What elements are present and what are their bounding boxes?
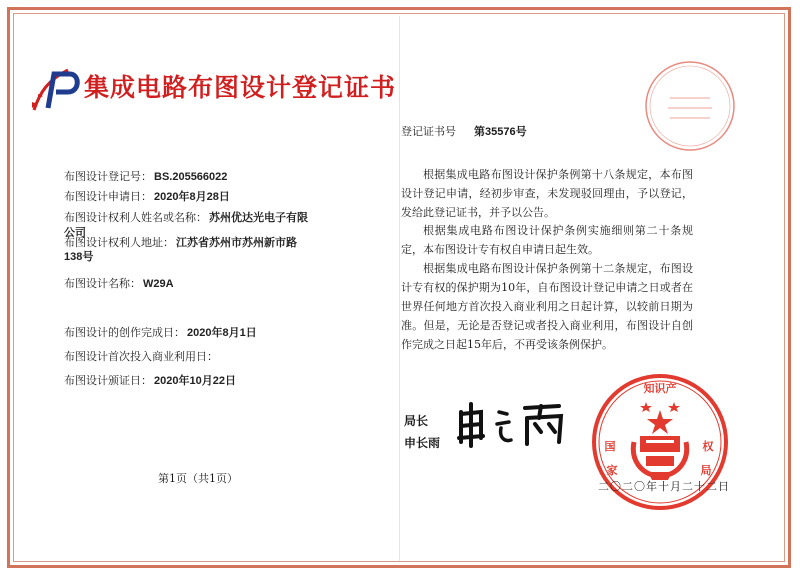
field-value: 苏州优达光电子有限 bbox=[209, 212, 308, 224]
field-value: 2020年8月28日 bbox=[154, 191, 230, 203]
svg-text:局: 局 bbox=[700, 464, 712, 477]
page-number: 第1页（共1页） bbox=[158, 472, 238, 485]
field-design-name bbox=[64, 275, 174, 291]
issue-date-chinese: 二〇二〇年十月二十二日 bbox=[598, 480, 730, 493]
svg-text:家: 家 bbox=[606, 464, 618, 477]
field-value: 公司 bbox=[64, 227, 86, 239]
handwritten-signature-icon bbox=[455, 398, 570, 450]
field-owner-name bbox=[64, 209, 308, 225]
field-label: 布图设计首次投入商业利用日： bbox=[64, 350, 218, 363]
field-label: 布图设计申请日： bbox=[64, 190, 152, 203]
field-value: BS.205566022 bbox=[154, 171, 228, 183]
field-owner-address-cont bbox=[64, 248, 93, 264]
paragraph-protection: 根据集成电路布图设计保护条例第十二条规定，布图设计专有权的保护期为10年，自布图设计登记申请之日或者在世界任何地方首次投入商业利用之日起计算，以较前日期为准。但是，无论是否登记或者投入商业利用，布图设计自创作完成之日起15年后，不再受该条例保护。 bbox=[401, 262, 693, 351]
field-label: 布图设计登记号： bbox=[64, 170, 152, 183]
field-value: W29A bbox=[143, 278, 174, 290]
page-fold-divider bbox=[399, 16, 400, 561]
field-value: 江苏省苏州市苏州新市路 bbox=[176, 237, 297, 249]
field-application-date bbox=[64, 188, 230, 204]
field-value: 138号 bbox=[64, 251, 94, 263]
ip-logo-icon bbox=[28, 62, 82, 116]
certificate-title: 集成电路布图设计登记证书 bbox=[84, 73, 397, 102]
field-issue-date bbox=[64, 372, 236, 388]
field-registration-number bbox=[64, 168, 227, 184]
director-title: 局长 bbox=[404, 414, 429, 428]
field-label: 布图设计权利人地址： bbox=[64, 236, 174, 249]
svg-text:权: 权 bbox=[702, 440, 714, 453]
field-label: 布图设计的创作完成日： bbox=[64, 326, 185, 339]
svg-text:知识产: 知识产 bbox=[643, 382, 677, 395]
director-name: 申长雨 bbox=[404, 436, 441, 450]
field-creation-date bbox=[64, 324, 257, 340]
svg-text:国: 国 bbox=[604, 440, 616, 453]
registration-number-line bbox=[401, 123, 527, 139]
paragraph-effective: 根据集成电路布图设计保护条例实施细则第二十条规定，本布图设计专有权自申请日起生效。 bbox=[401, 224, 693, 256]
field-label: 布图设计颁证日： bbox=[64, 374, 152, 387]
field-value: 2020年10月22日 bbox=[154, 375, 236, 387]
field-value: 2020年8月1日 bbox=[187, 327, 257, 339]
field-first-commercial-use-date bbox=[64, 348, 220, 364]
field-owner-address bbox=[64, 234, 297, 250]
paragraph-registration: 根据集成电路布图设计保护条例第十八条规定，本布图设计登记申请，经初步审查，未发现驳回理由，予以登记，发给此登记证书，并予以公告。 bbox=[401, 168, 693, 219]
field-label: 布图设计权利人姓名或名称： bbox=[64, 211, 207, 224]
agency-proxy-stamp-icon bbox=[640, 56, 740, 156]
field-label: 布图设计名称： bbox=[64, 277, 141, 290]
registration-number-value: 第35576号 bbox=[474, 126, 527, 138]
registration-number-label: 登记证书号 bbox=[401, 125, 456, 138]
